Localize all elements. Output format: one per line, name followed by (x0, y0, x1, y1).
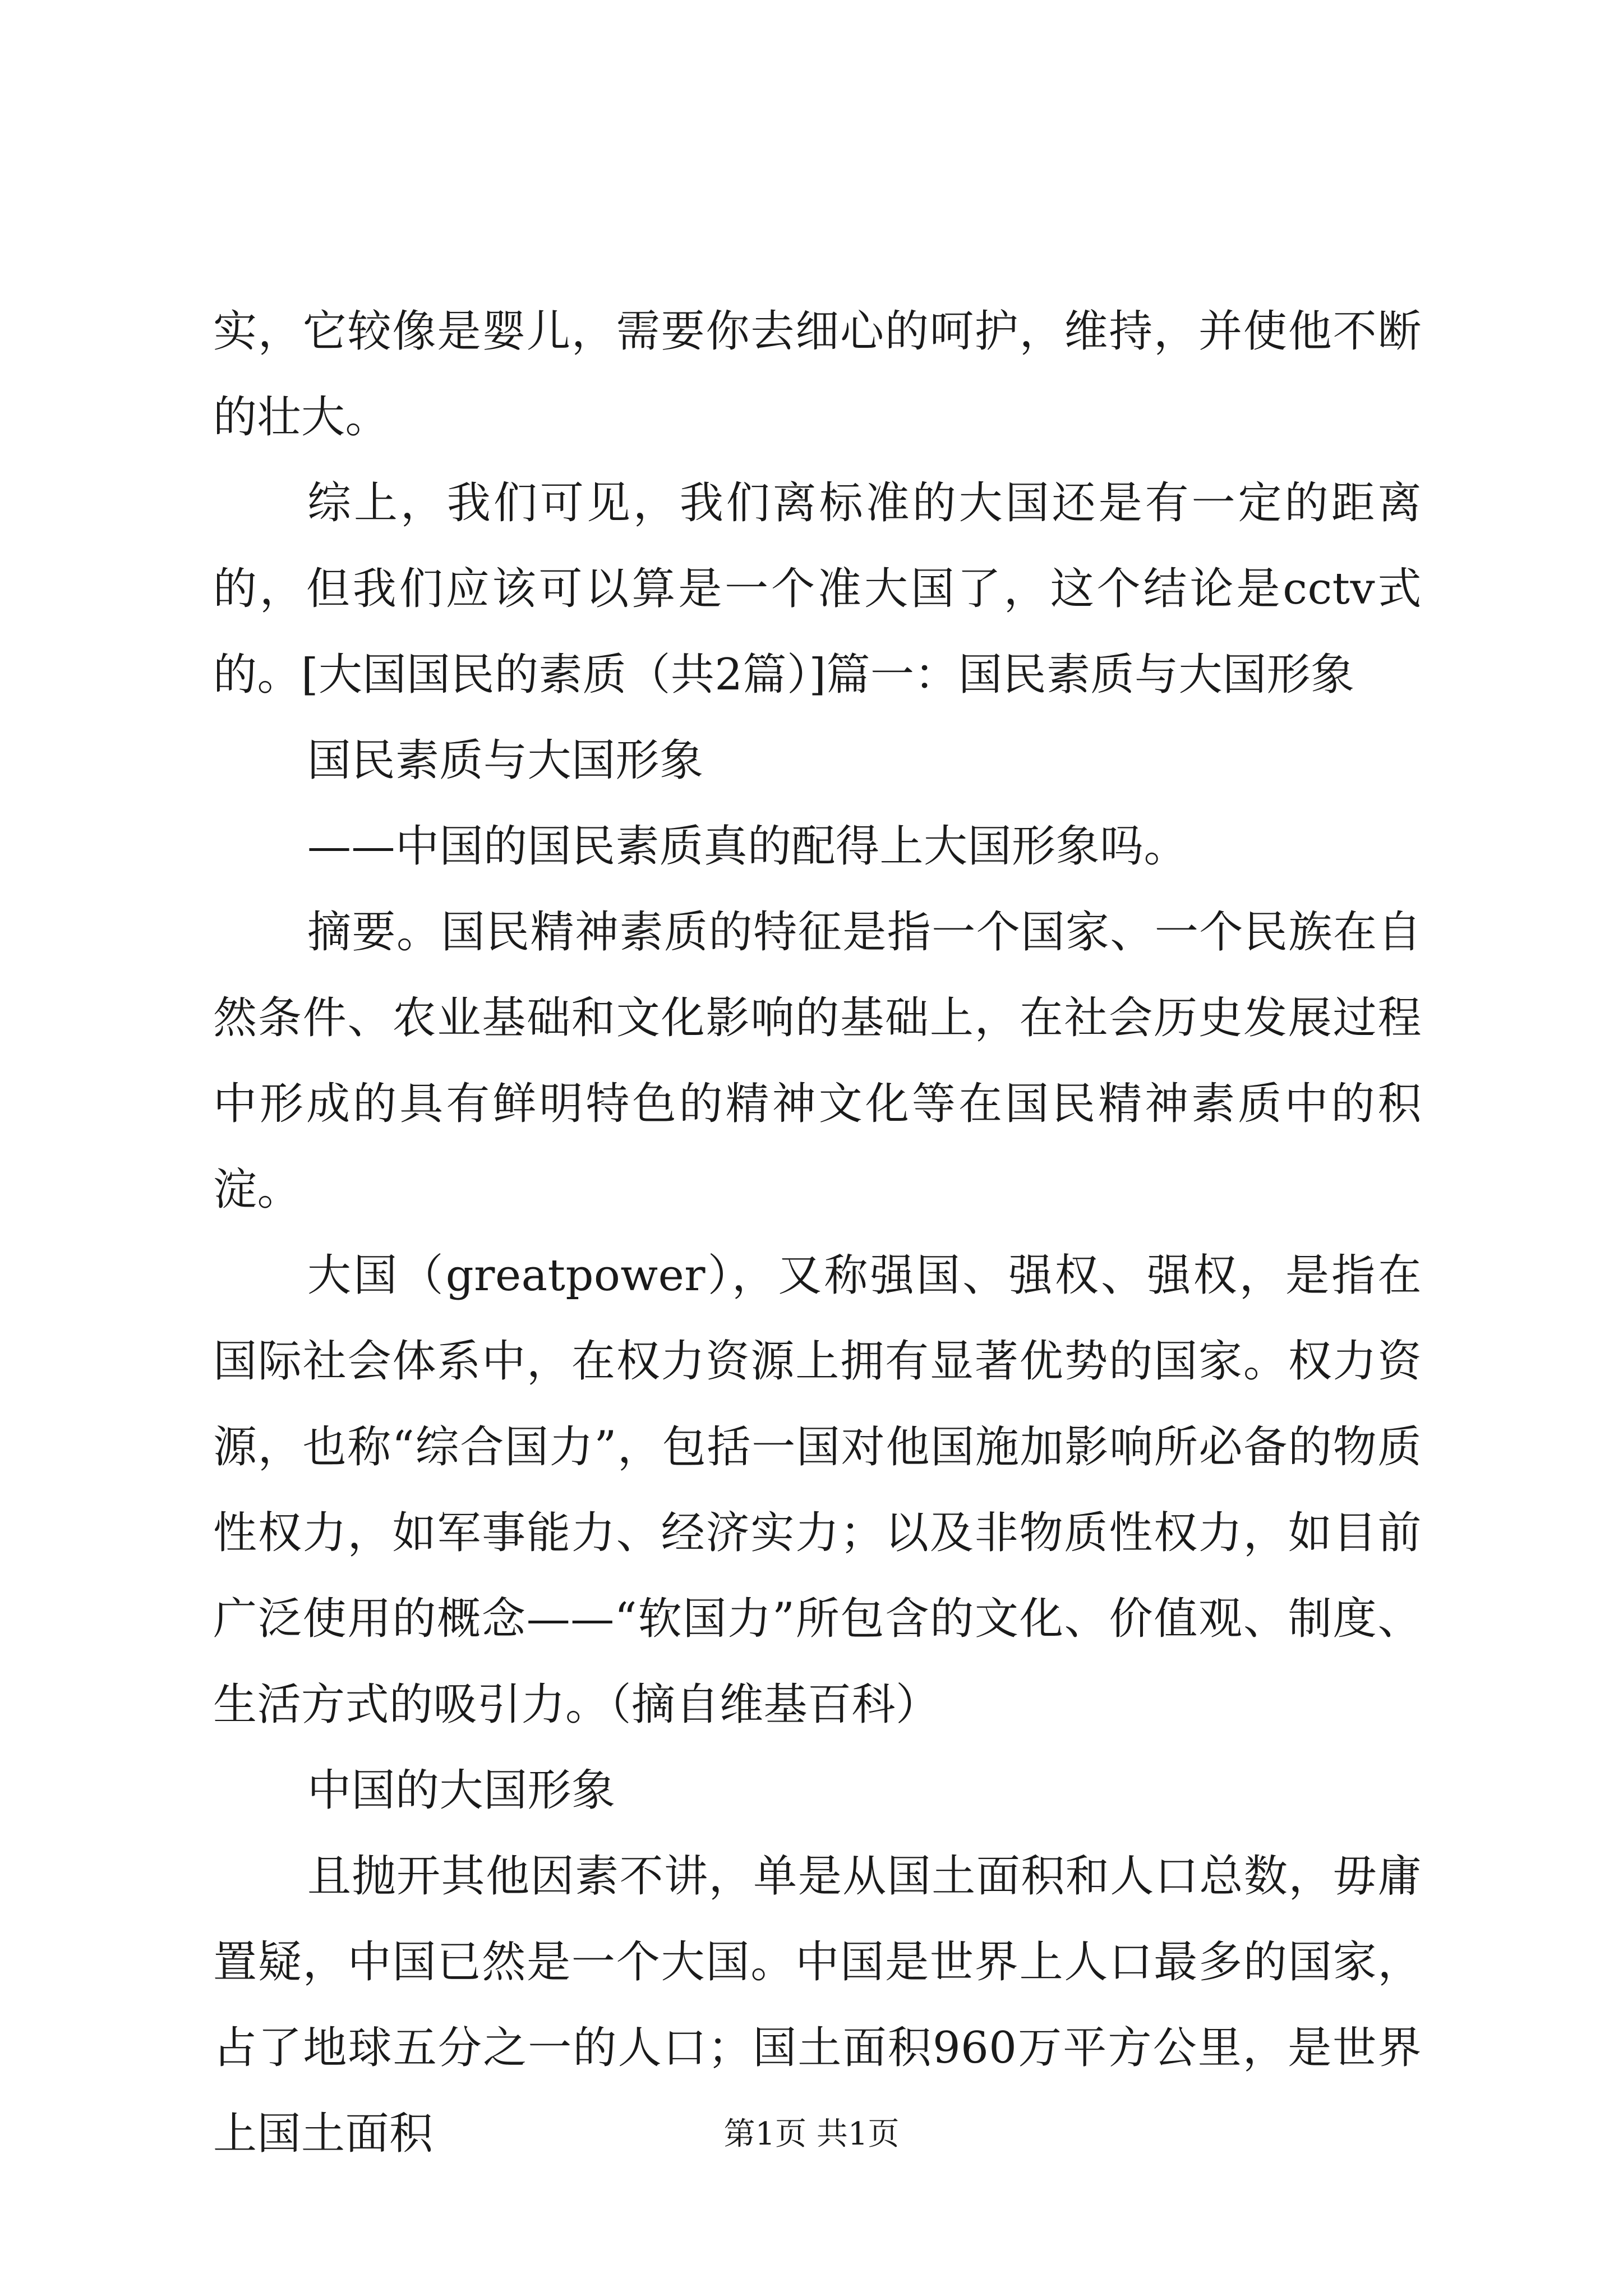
paragraph-1: 实，它较像是婴儿，需要你去细心的呵护，维持，并使他不断的壮大。 (213, 306, 1422, 443)
page-footer (0, 2115, 1623, 2154)
document-body (213, 289, 1422, 2177)
subtitle-question: ——中国的国民素质真的配得上大国形象吗。 (307, 821, 1188, 872)
china-size-paragraph: 且抛开其他因素不讲，单是从国土面积和人口总数，毋庸置疑，中国已然是一个大国。中国是世界上人口最多的国家，占了地球五分之一的人口；国土面积960万平方公里，是世界上国土面积 (213, 1851, 1422, 2159)
section-heading-national-quality: 国民素质与大国形象 (307, 735, 704, 786)
abstract-paragraph: 摘要。国民精神素质的特征是指一个国家、一个民族在自然条件、农业基础和文化影响的基础上，在社会历史发展过程中形成的具有鲜明特色的精神文化等在国民精神素质中的积淀。 (213, 907, 1422, 1215)
paragraph-2: 综上，我们可见，我们离标准的大国还是有一定的距离的，但我们应该可以算是一个准大国了，这个结论是cctv式的。[大国国民的素质（共2篇）]篇一：国民素质与大国形象 (213, 478, 1422, 700)
page-number-indicator: 第1页 共1页 (723, 2116, 900, 2152)
section-heading-china-image: 中国的大国形象 (307, 1765, 616, 1816)
great-power-definition-paragraph: 大国（greatpower），又称强国、强权、强权，是指在国际社会体系中，在权力资源上拥有显著优势的国家。权力资源，也称“综合国力”，包括一国对他国施加影响所必备的物质性权力，如军事能力、经济实力；以及非物质性权力，如目前广泛使用的概念——“软国力”所包含的文化、价值观、制度、生活方式的吸引力。（摘自维基百科） (213, 1250, 1422, 1730)
